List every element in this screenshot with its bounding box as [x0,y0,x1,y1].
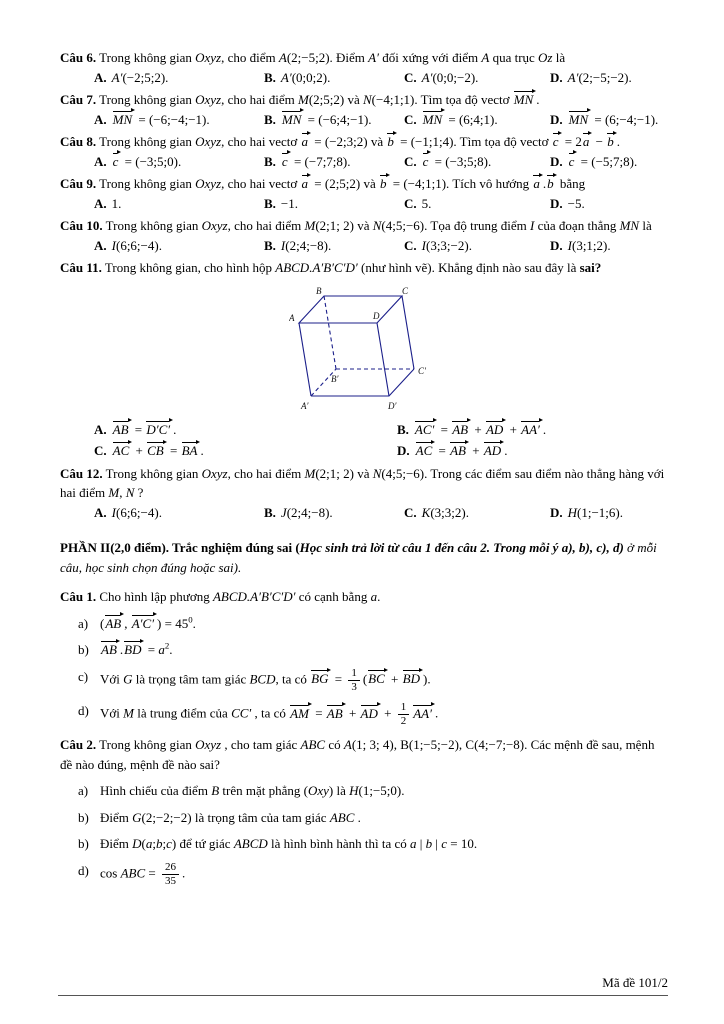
option-c [404,236,550,256]
option-c-label: C. [404,111,417,127]
statement-b-label: b) [78,642,89,657]
option-c [404,152,550,172]
option-b [264,110,404,130]
statement-b [60,640,668,660]
statement-d-text: cos ABC = $\frac{26}{35}$ . [100,860,186,887]
option-b-label: B. [264,153,276,169]
statement-a-label: a) [78,615,89,631]
option-a-text: c = (−3;5;0). [112,154,182,169]
vertex-label-a-prime: A′ [301,400,309,411]
option-b-label: B. [264,237,276,253]
part2-question-2-stem [60,735,668,774]
option-b-text: MN = (−6;4;−1). [281,112,372,127]
question-11 [60,258,668,461]
option-a-label: A. [94,69,107,85]
option-b [264,68,404,88]
option-d-text: I(3;1;2). [567,237,611,253]
question-11-text: Trong không gian, cho hình hộp ABCD.A′B′C′D′ (như hình vẽ). Khẳng định nào sau đây là sai? [101,260,602,275]
box-edge-cc [402,296,414,369]
option-d [550,503,668,523]
question-9-stem [60,174,668,194]
statement-a [60,614,668,634]
question-7 [60,90,668,129]
statement-b2-label: b) [78,836,89,852]
option-b-label: B. [264,195,276,211]
vertex-label-a: A [289,312,295,323]
option-d [550,152,668,172]
box-figure-container [60,286,668,414]
parallelepiped-figure [289,286,439,414]
option-d [550,110,668,130]
option-a-label: A. [94,504,107,520]
option-a-text: I(6;6;−4). [111,504,162,520]
option-c [94,441,397,461]
option-c-text: A′(0;0;−2). [421,69,479,85]
part2-question-1-items [60,614,668,729]
option-c [404,68,550,88]
option-c-text: 5. [421,195,432,211]
option-a-label: A. [94,153,107,169]
statement-b-label: b) [78,809,89,825]
question-10-options [60,236,668,256]
option-a-text: AB = D′C′ . [112,422,177,437]
option-d [550,236,668,256]
option-a-text: MN = (−6;−4;−1). [112,112,210,127]
option-c-label: C. [404,69,417,85]
statement-b-text: AB $.BD = a^2$. [100,640,668,660]
question-10-stem [60,216,668,236]
option-d-label: D. [550,111,563,127]
part2-question-1-label: Câu 1. [60,589,97,604]
option-c-text: c = (−3;5;8). [422,154,492,169]
question-10-label: Câu 10. [60,218,103,233]
option-a-label: A. [94,195,107,211]
question-9-label: Câu 9. [60,176,97,191]
statement-d-label: d) [78,862,89,878]
question-6-text: Trong không gian Oxyz, cho điểm A(2;−5;2). Điểm A′ đối xứng với điểm A qua trục Oz là [96,50,566,65]
option-d-label: D. [550,69,563,85]
option-c [404,194,550,214]
page-footer [58,973,668,997]
option-c-label: C. [94,443,107,458]
question-10 [60,216,668,255]
statement-d-label: d) [78,702,89,718]
statement-d [60,861,668,888]
question-8 [60,132,668,171]
option-b [264,236,404,256]
part2-question-1 [60,587,668,728]
option-d-label: D. [550,153,563,169]
option-a [94,152,264,172]
option-d-text: A′(2;−5;−2). [567,69,632,85]
statement-c-text: Với G là trọng tâm tam giác BCD, ta có BG = $\frac{1}{3}$ (BC + BD ). [100,666,431,693]
question-9 [60,174,668,213]
option-d-text: MN = (6;−4;−1). [568,112,659,127]
option-b-label: B. [264,504,276,520]
option-c-text: K(3;3;2). [421,504,469,520]
option-c-label: C. [404,504,417,520]
statement-d-text: Với M là trung điểm của CC′ , ta có AM = AB + AD + $\frac{1}{2}$ AA′ . [100,700,439,728]
option-c [404,110,550,130]
option-a [94,503,264,523]
option-a [94,194,264,214]
option-a [94,68,264,88]
option-b-label: B. [264,69,276,85]
footer-rule [58,995,668,996]
option-b-text: c = (−7;7;8). [281,154,351,169]
question-9-text: Trong không gian Oxyz, cho hai vectơ a = (2;5;2) và b = (−4;1;1). Tích vô hướng a .b bằng [96,176,585,191]
question-7-stem [60,90,668,110]
option-c [404,503,550,523]
option-c-label: C. [404,195,417,211]
question-7-text: Trong không gian Oxyz, cho hai điểm M(2;5;2) và N(−4;1;1). Tìm tọa độ vectơ MN . [96,92,539,107]
option-c-label: C. [404,153,417,169]
part1-section [60,48,668,522]
statement-a [60,781,668,801]
statement-c-label: c) [78,668,89,684]
option-a-label: A. [94,237,107,253]
question-7-options [60,110,668,130]
part2-question-2-items [60,781,668,888]
question-6-label: Câu 6. [60,50,97,65]
option-a [94,236,264,256]
option-b [264,194,404,214]
statement-c [60,667,668,694]
question-6 [60,48,668,87]
option-c-text: MN = (6;4;1). [422,112,498,127]
vertex-label-c-prime: C′ [418,365,426,376]
option-a-label: A. [94,421,107,437]
option-c-text: I(3;3;−2). [421,237,472,253]
part2-question-1-text: Cho hình lập phương ABCD.A′B′C′D′ có cạnh bằng a. [96,589,381,604]
part2-question-2-text: Trong không gian Oxyz , cho tam giác ABC có A(1; 3; 4), B(1;−5;−2), C(4;−7;−8). Các mệnh đề sau, mệnh đề nào đúng, mệnh đề nào sai? [60,737,655,772]
option-b-label: B. [397,421,409,437]
option-b [264,503,404,523]
vertex-label-b: B [316,285,322,296]
vertex-label-d: D [373,310,380,321]
question-9-options [60,194,668,214]
option-b-label: B. [264,111,276,127]
option-a [94,110,264,130]
question-11-label: Câu 11. [60,260,102,275]
option-d-label: D. [550,237,563,253]
option-c-label: C. [404,237,417,253]
question-11-options [60,420,668,461]
statement-a-label: a) [78,783,89,799]
question-8-label: Câu 8. [60,134,97,149]
part2-question-1-stem [60,587,668,607]
option-d [397,441,668,461]
option-c-text: AC + CB = BA . [112,443,204,458]
statement-b [60,808,668,828]
option-a-text: A′(−2;5;2). [111,69,169,85]
question-7-label: Câu 7. [60,92,97,107]
box-edge-aa [299,323,311,396]
option-d-text: H(1;−1;6). [567,504,623,520]
question-12-text: Trong không gian Oxyz, cho hai điểm M(2;1; 2) và N(4;5;−6). Trong các điểm sau điểm nào thẳng hàng với hai điểm M, N ? [60,465,665,500]
option-b-text: −1. [280,195,299,211]
question-8-text: Trong không gian Oxyz, cho hai vectơ a = (−2;3;2) và b = (−1;1;4). Tìm tọa độ vectơ c = 2a − b . [96,134,620,149]
statement-a-text: Hình chiếu của điểm B trên mặt phẳng (Oxy) là H(1;−5;0). [100,783,405,799]
option-d-label: D. [550,195,563,211]
part2-heading: PHẦN II(2,0 điểm). Trắc nghiệm đúng sai (Học sinh trả lời từ câu 1 đến câu 2. Trong mỗi ý a), b), c), d) ở mỗi câu, học sinh chọn đúng hoặc sai). [60,540,657,575]
option-d-text: AC = AB + AD . [415,443,508,458]
question-12-stem [60,464,668,503]
option-d-label: D. [397,443,410,458]
option-a [94,420,397,440]
option-d-text: −5. [567,195,585,211]
option-b [397,420,668,440]
option-b-text: A′(0;0;2). [280,69,331,85]
question-6-options [60,68,668,88]
vertex-label-c: C [402,285,409,296]
option-a-text: 1. [111,195,122,211]
box-hidden-edges [311,296,414,396]
option-a-label: A. [94,111,107,127]
box-bottom-front-edges [311,369,414,396]
question-12 [60,464,668,523]
option-d [550,194,668,214]
question-12-label: Câu 12. [60,465,103,481]
statement-b2-text: Điểm D(a;b;c) để tứ giác ABCD là hình bình hành thì ta có a | b | c = 10. [100,836,478,852]
part2-section [60,538,668,888]
box-top-face [299,296,402,323]
option-b [264,152,404,172]
box-edge-dd [377,323,389,396]
statement-d [60,701,668,728]
option-b-text: AC′ = AB + AD + AA′ . [414,422,546,437]
question-12-options [60,503,668,523]
exam-code: Mã đề 101/2 [602,974,668,990]
option-d-text: c = (−5;7;8). [568,154,638,169]
option-d-label: D. [550,504,563,520]
option-b-text: I(2;4;−8). [280,237,332,253]
option-a-text: I(6;6;−4). [111,237,162,253]
question-6-stem [60,48,668,68]
statement-a-text: (AB , A′C′ ) = $45^0$. [100,614,668,634]
question-8-options [60,152,668,172]
vertex-label-d-prime: D′ [388,400,397,411]
statement-b2 [60,834,668,854]
option-d [550,68,668,88]
question-10-text: Trong không gian Oxyz, cho hai điểm M(2;1; 2) và N(4;5;−6). Tọa độ trung điểm I của đoạn thẳng MN là [102,218,652,233]
part2-question-2-label: Câu 2. [60,737,97,753]
part2-question-2 [60,735,668,888]
statement-b-text: Điểm G(2;−2;−2) là trọng tâm của tam giác ABC . [100,809,361,825]
vertex-label-b-prime: B′ [331,373,339,384]
question-8-stem [60,132,668,152]
option-b-text: J(2;4;−8). [280,504,333,520]
question-11-stem [60,258,668,278]
